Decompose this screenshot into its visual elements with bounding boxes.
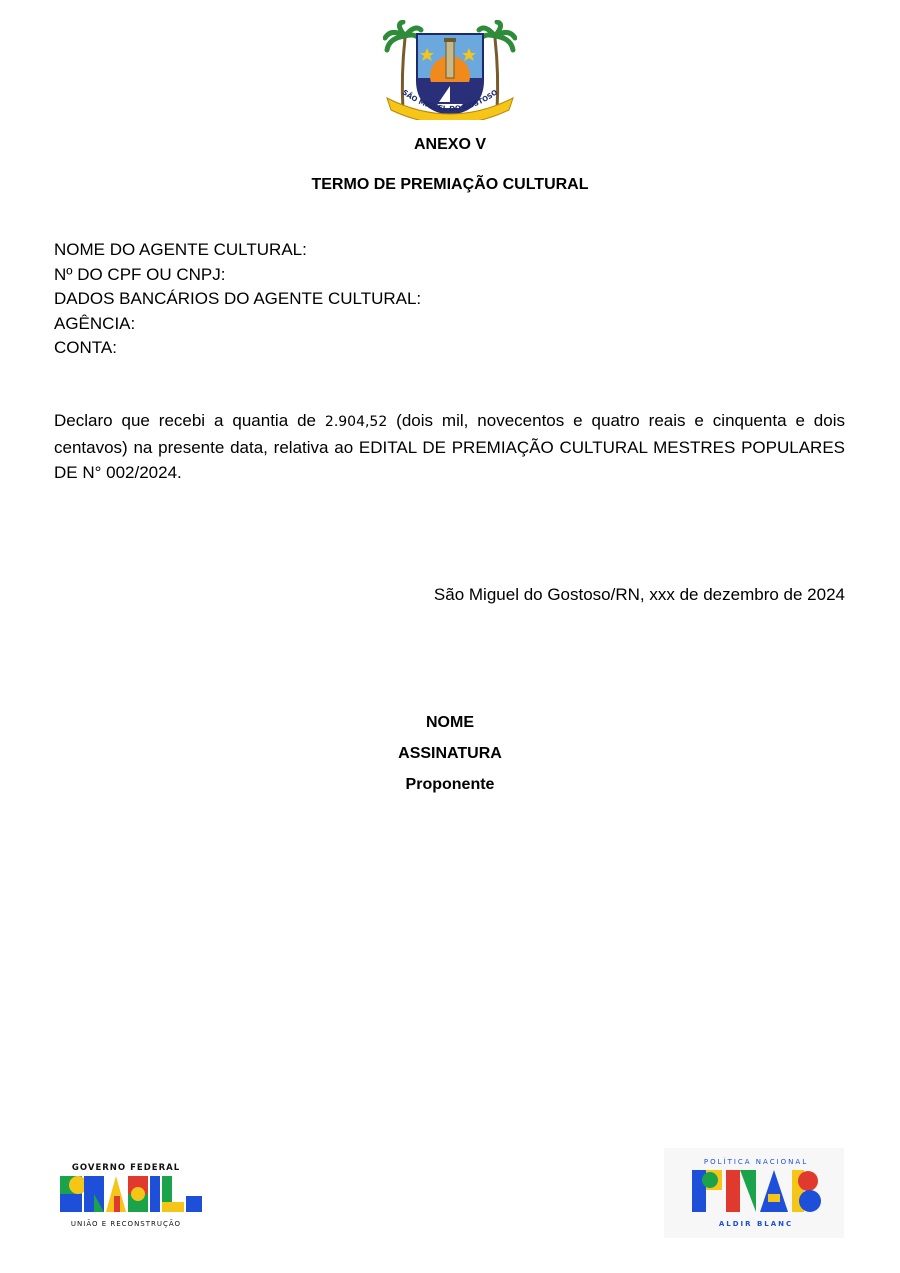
field-agency: AGÊNCIA: — [54, 313, 136, 333]
svg-text:SÃO MIGUEL DO GOSTOSO: SÃO MIGUEL DO GOSTOSO — [400, 88, 500, 114]
field-account: CONTA: — [54, 338, 117, 357]
pnab-logo — [664, 1148, 844, 1238]
crest-ribbon-text — [395, 88, 505, 122]
signature-role: Proponente — [405, 776, 495, 793]
place-and-date: São Miguel do Gostoso/RN, xxx de dezembro de 2024 — [433, 585, 845, 604]
svg-text:UNIÃO E RECONSTRUÇÃO: UNIÃO E RECONSTRUÇÃO — [70, 1220, 182, 1228]
annex-title: ANEXO V — [413, 136, 486, 153]
field-agent-name: NOME DO AGENTE CULTURAL: — [54, 240, 307, 259]
declaration-amount: 2.904,52 — [324, 414, 388, 430]
declaration-start: Declaro que recebi a quantia de — [54, 411, 325, 430]
declaration-paragraph — [54, 408, 845, 485]
agent-fields — [54, 238, 421, 361]
declaration-end: (dois mil, novecentos e quatro reais e cinquenta e dois centavos) na presente data, relativa ao EDITAL DE PREMIAÇÃO CULTURAL MESTRES POPULARES DE N° 002/2024. — [54, 411, 845, 482]
field-bank-data: DADOS BANCÁRIOS DO AGENTE CULTURAL: — [54, 289, 422, 308]
field-cpf-cnpj: Nº DO CPF OU CNPJ: — [54, 264, 226, 284]
svg-text:POLÍTICA NACIONAL: POLÍTICA NACIONAL — [703, 1158, 809, 1166]
svg-text:ALDIR BLANC: ALDIR BLANC — [718, 1220, 794, 1228]
svg-text:GOVERNO FEDERAL: GOVERNO FEDERAL — [71, 1163, 181, 1173]
document-title: TERMO DE PREMIAÇÃO CULTURAL — [311, 176, 589, 193]
signature-name: NOME — [426, 714, 474, 731]
brasil-wordmark — [60, 1176, 202, 1212]
signature-line: ASSINATURA — [398, 745, 502, 762]
governo-federal-logo — [60, 1160, 206, 1230]
